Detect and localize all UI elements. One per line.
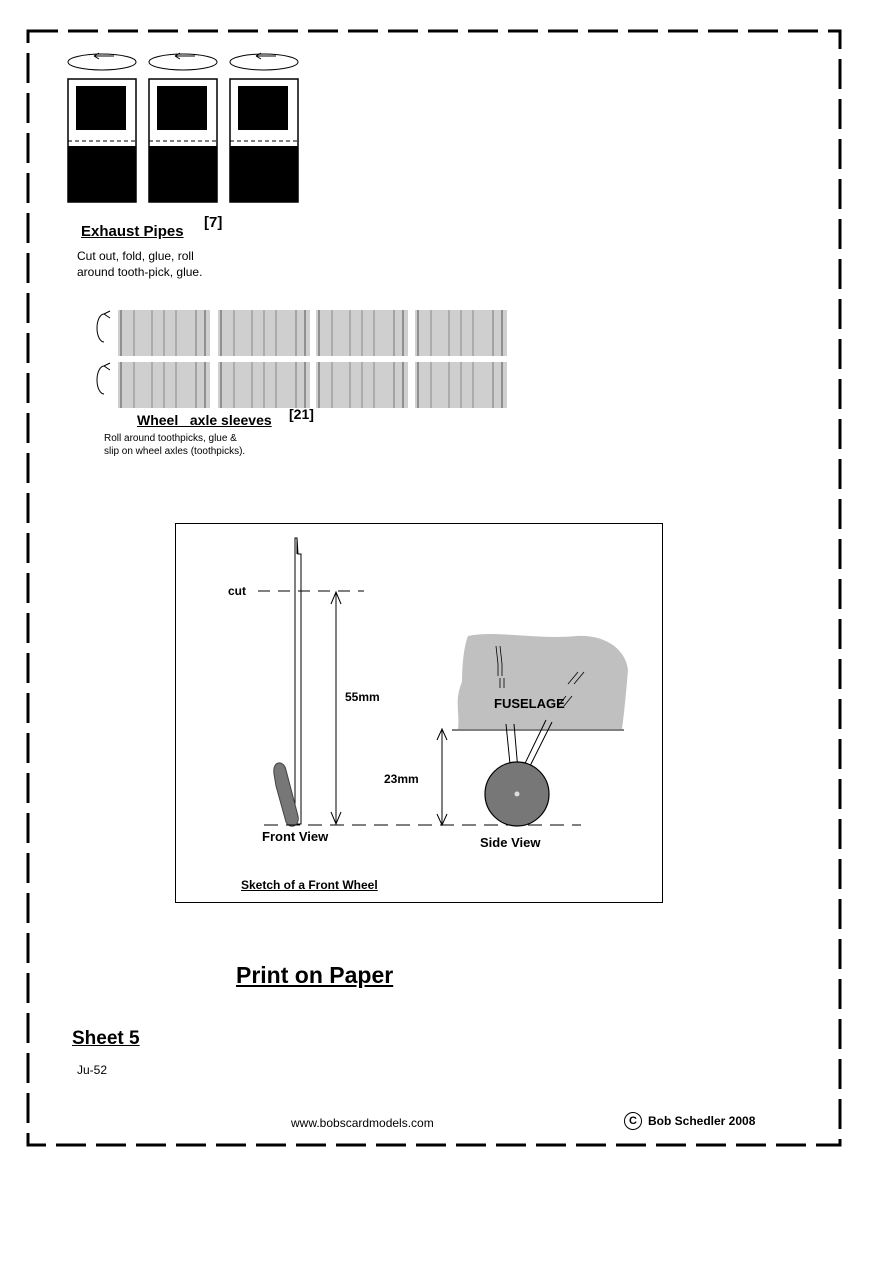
footer-website[interactable]: www.bobscardmodels.com: [291, 1116, 434, 1130]
exhaust-instruction-line: around tooth-pick, glue.: [77, 265, 203, 279]
exhaust-count: [7]: [204, 214, 223, 231]
front-view-label: Front View: [262, 829, 329, 844]
sleeve-strips: [90, 308, 520, 414]
cut-label: cut: [228, 584, 246, 598]
sheet-model: Ju-52: [77, 1063, 108, 1077]
exhaust-instructions: [77, 248, 202, 280]
sleeves-instructions: [104, 432, 245, 458]
strut: [295, 538, 301, 824]
sleeves-title: Wheel axle sleeves: [137, 412, 272, 428]
sketch-drawing: [176, 524, 664, 904]
copyright-symbol: C: [624, 1112, 642, 1130]
dim-23-label: 23mm: [384, 772, 419, 786]
sleeves-count: [21]: [289, 406, 314, 422]
exhaust-pipe-group: [66, 50, 306, 210]
sheet-title: Sheet 5: [72, 1028, 140, 1049]
sketch-caption: Sketch of a Front Wheel: [241, 878, 378, 892]
print-note: Print on Paper: [236, 962, 394, 988]
fuselage-shape: [458, 634, 628, 729]
front-wheel-sketch: [175, 523, 663, 903]
copyright-text: Bob Schedler 2008: [648, 1114, 756, 1128]
side-view-label: Side View: [480, 835, 541, 850]
sleeves-instruction-line: slip on wheel axles (toothpicks).: [104, 446, 246, 457]
sleeves-instruction-line: Roll around toothpicks, glue &: [104, 433, 237, 444]
exhaust-pipe: [66, 50, 138, 205]
exhaust-pipe: [228, 50, 300, 205]
fuselage-label: FUSELAGE: [494, 696, 565, 711]
exhaust-pipe: [147, 50, 219, 205]
exhaust-instruction-line: Cut out, fold, glue, roll: [77, 249, 194, 263]
exhaust-title: Exhaust Pipes: [81, 223, 184, 240]
dim-55-label: 55mm: [345, 690, 380, 704]
